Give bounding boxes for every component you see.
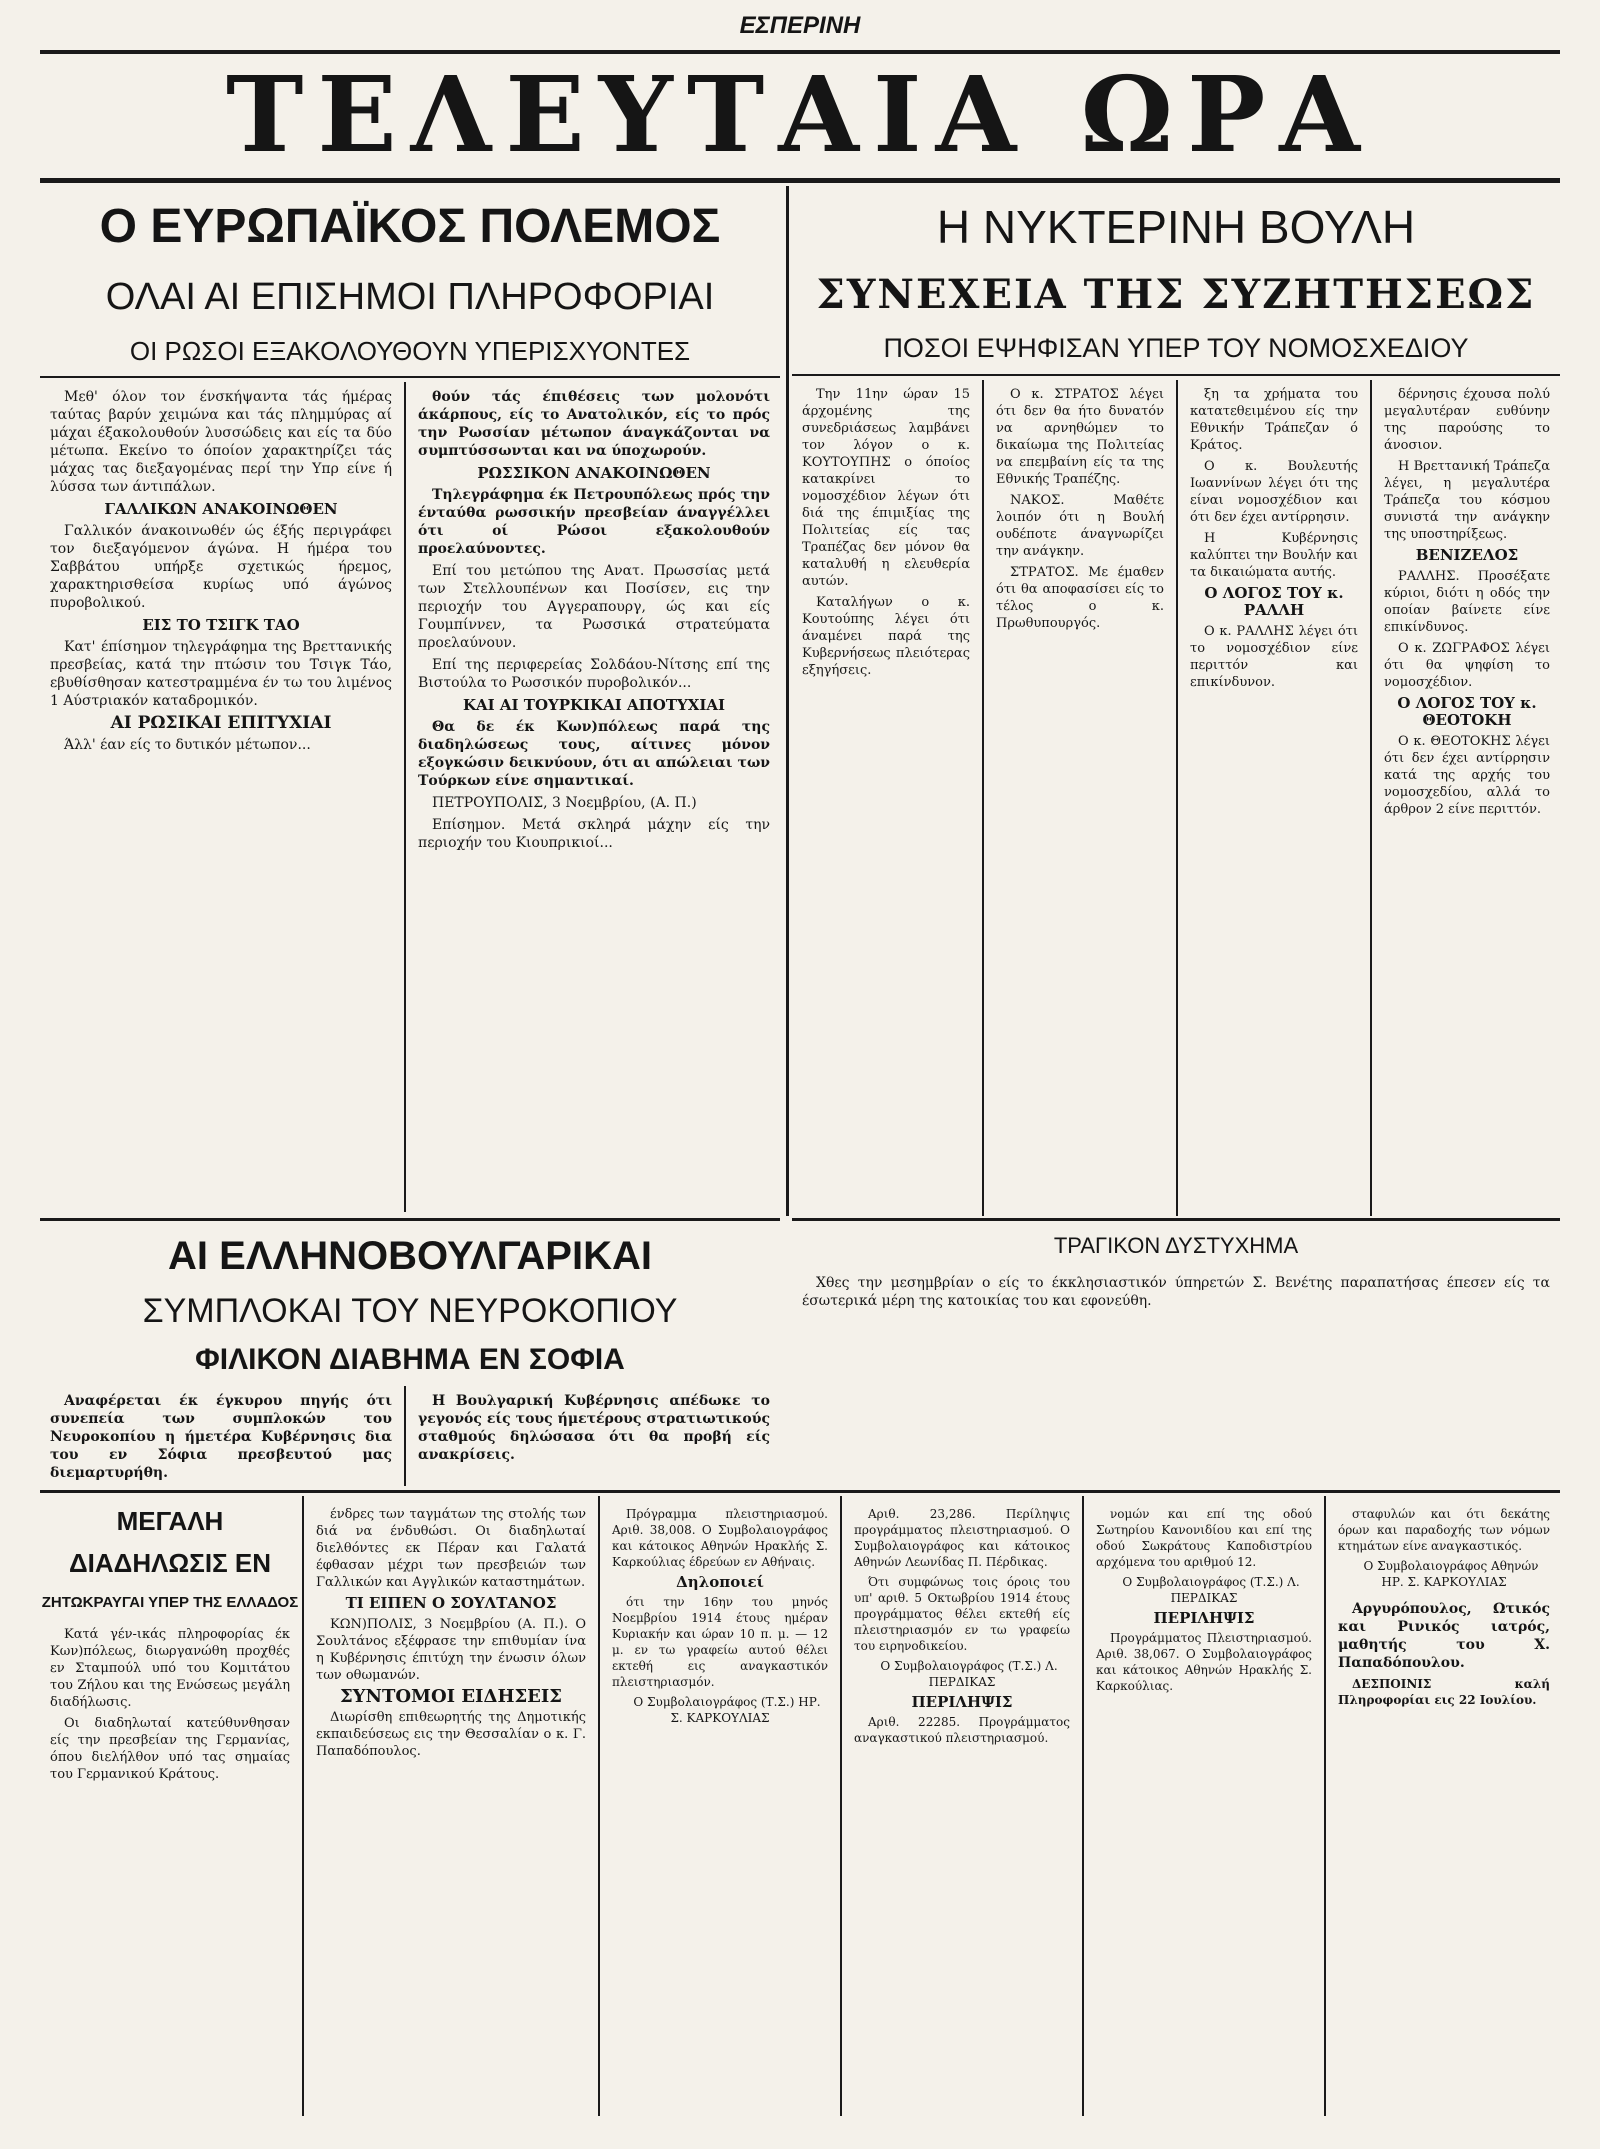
article-paragraph: ΝΑΚΟΣ. Μαθέτε λοιπόν ότι η Βουλή ουδέποτε άναγνωρίζει την ανάγκην. <box>996 493 1164 559</box>
tragic-rule <box>792 1218 1560 1221</box>
right-subhead2: ΠΟΣΟΙ ΕΨΗΦΙΣΑΝ ΥΠΕΡ ΤΟΥ ΝΟΜΟΣΧΕΔΙΟΥ <box>883 333 1469 363</box>
right-column-1 <box>792 380 980 1216</box>
article-paragraph: ότι την 16ην του μηνός Νοεμβρίου 1914 έτους ημέραν Κυριακήν και ώραν 10 π. μ. — 12 μ. εν τω γραφείω αυτού θέλει εκτεθή εις αναγκαστικόν πλειστηριασμόν. <box>612 1595 828 1689</box>
article-paragraph: σταφυλών και ότι δεκάτης όρων και παραδοχής των νόμων κτημάτων είνε αναγκαστικός. <box>1338 1507 1550 1553</box>
tragic-text <box>792 1268 1560 1378</box>
article-paragraph: Αναφέρεται έκ έγκυρου πηγής ότι συνεπεία των συμπλοκών του Νευροκοπίου η ήμετέρα Κυβέρνησις δια του εν Σόφια πρεσβευτού μας διεμαρτυρήθη. <box>50 1393 392 1481</box>
article-paragraph: θούν τάς έπιθέσεις των μολονότι άκάρπους, είς το Ανατολικόν, είς το πρός την Ρωσσίαν μέτωπον άναγκάζονται να συμπτύσσωνται και να ύποχωρούν. <box>418 389 770 459</box>
lower-column-3 <box>602 1500 838 2120</box>
article-paragraph: Η Κυβέρνησις καλύπτει την Βουλήν και τα δικαιώματα αυτής. <box>1190 531 1358 580</box>
article-paragraph: Τηλεγράφημα έκ Πετρουπόλεως πρός την ένταύθα ρωσσικήν πρεσβείαν άναγγέλλει ότι οί Ρώσοι εξακολουθούν προελαύνοντες. <box>418 487 770 557</box>
masthead-rule <box>40 50 1560 54</box>
left-subhead: ΟΛΑΙ ΑΙ ΕΠΙΣΗΜΟΙ ΠΛΗΡΟΦΟΡΙΑΙ <box>105 276 715 318</box>
signature: Ο Συμβολαιογράφος Αθηνών ΗΡ. Σ. ΚΑΡΚΟΥΛΙΑΣ <box>1363 1559 1539 1589</box>
article-paragraph: Ο κ. ΘΕΟΤΟΚΗΣ λέγει ότι δεν έχει αντίρρησιν κατά της αρχής του νομοσχεδίου, αλλά το άρθρον 2 είνε περιττόν. <box>1384 734 1550 817</box>
right-headline: Η ΝΥΚΤΕΡΙΝΗ ΒΟΥΛΗ <box>936 201 1416 253</box>
article-paragraph: Μεθ' όλον τον ένσκήψαντα τάς ήμέρας ταύτας βαρύν χειμώνα και τάς πλημμύρας αί μάχαι έξακολουθούν λυσσώδεις και είς τα δύο μέτωπα. Εκείνο το όποίον χαρακτηρίζει τάς μάχας τας διεξαγομένας περί την Υπρ είνε ή λύσσα των άντιπάλων. <box>50 389 392 495</box>
section-heading: Ο ΛΟΓΟΣ ΤΟΥ κ. ΡΑΛΛΗ <box>1204 584 1344 619</box>
section-heading: ΠΕΡΙΛΗΨΙΣ <box>911 1693 1013 1711</box>
article-paragraph: ΣΤΡΑΤΟΣ. Με έμαθεν ότι θα αποφασίσει είς το τέλος ο κ. Πρωθυπουργός. <box>996 565 1164 631</box>
lower-column-divider <box>1324 1496 1326 2116</box>
article-paragraph: Καταλήγων ο κ. Κουτούπης λέγει ότι άναμένει παρά της Κυβερνήσεως πλειότερας εξηγήσεις. <box>802 595 970 678</box>
section-heading: Ο ΛΟΓΟΣ ΤΟΥ κ. ΘΕΟΤΟΚΗ <box>1397 694 1537 729</box>
article-paragraph: Ότι συμφώνως τοις όροις του υπ' αριθ. 5 Οκτωβρίου 1914 έτους προγράμματος θέλει εκτεθή είς πλειστηριασμόν εν τω γραφείω του ειρηνοδικείου. <box>854 1575 1070 1653</box>
middle-column-1 <box>40 1386 402 1486</box>
article-paragraph: Θα δε έκ Κων)πόλεως παρά της διαδηλώσεως τους, αίτινες μόνον εξογκώσιν δεικνύουν, ότι αι απώλειαι των Τούρκων είνε σημαντικαί. <box>418 719 770 789</box>
signature: Ο Συμβολαιογράφος (Τ.Σ.) Λ. ΠΕΡΔΙΚΑΣ <box>1122 1575 1300 1605</box>
lower-column-divider <box>598 1496 600 2116</box>
article-paragraph: Χθες την μεσημβρίαν ο είς το έκκλησιαστικόν ύπηρετών Σ. Βενέτης παραπατήσας έπεσεν είς τα έσωτερικά μέρη της κατοικίας του και εφονεύθη. <box>802 1275 1550 1309</box>
article-paragraph: Άλλ' έαν είς το δυτικόν μέτωπον... <box>64 737 311 753</box>
article-paragraph: Την 11ην ώραν 15 άρχομένης της συνεδριάσεως λαμβάνει τον λόγον ο κ. ΚΟΥΤΟΥΠΗΣ ο όποίος κατακρίνει το νομοσχέδιον λέγων ότι διά της έπιμιξίας της Πολιτείας είς τας Τραπέζας δεν μόνον θα καταλυθή η ελευθερία αυτών. <box>802 387 970 589</box>
lower-column-divider <box>302 1496 304 2116</box>
lower-column-4 <box>844 1500 1080 2120</box>
middle-column-divider <box>404 1386 406 1486</box>
left-column-1 <box>40 382 402 1212</box>
article-paragraph: ξη τα χρήματα του κατατεθειμένου είς την Εθνικήν Τράπεζαν ό Κράτος. <box>1190 387 1358 453</box>
right-subhead: ΣΥΝΕΧΕΙΑ ΤΗΣ ΣΥΖΗΤΗΣΕΩΣ <box>816 271 1536 318</box>
signature: Ο Συμβολαιογράφος (Τ.Σ.) ΗΡ. Σ. ΚΑΡΚΟΥΛΙΑΣ <box>633 1695 821 1725</box>
middle-column-2 <box>408 1386 780 1486</box>
left-headline: Ο ΕΥΡΩΠΑΪΚΟΣ ΠΟΛΕΜΟΣ <box>99 200 721 253</box>
article-paragraph: Η Βρεττανική Τράπεζα λέγει, η μεγαλυτέρα Τράπεζα του κόσμου συνιστά την ανάγκην της υποστηρίξεως. <box>1384 459 1550 542</box>
article-paragraph: Κατά γέν-ικάς πληροφορίας έκ Κων)πόλεως, διωργανώθη προχθές εν Σταμπούλ υπό του Κομιτάτου του Ζήλου και της Ενώσεως μεγάλη διαδήλωσις. <box>50 1627 290 1710</box>
section-heading: ΚΑΙ ΑΙ ΤΟΥΡΚΙΚΑΙ ΑΠΟΤΥΧΙΑΙ <box>462 696 726 714</box>
right-column-4 <box>1374 380 1560 1216</box>
article-paragraph: Επί του μετώπου της Ανατ. Πρωσσίας μετά των Στελλουπένων και Ποσίσεν, εις την περιοχήν του Αγγεραπουργ, ώς και είς Γουμπίννεν, τα Ρωσσικά στρατεύματα προελαύνουν. <box>418 563 770 651</box>
right-head-rule <box>792 374 1560 376</box>
section-heading: Δηλοποιεί <box>676 1573 764 1591</box>
advertisement: ΔΕΣΠΟΙΝΙΣ καλή Πληροφορίαι εις 22 Ιουλίου. <box>1338 1677 1550 1707</box>
article-paragraph: δέρνησις έχουσα πολύ μεγαλυτέραν ευθύνην της παρούσης το άνοσιον. <box>1384 387 1550 453</box>
article-paragraph: ένδρες των ταγμάτων της στολής των διά να ένδυθώσι. Οι διαδηλωταί διελθόντες εκ Πέραν και Γαλατά έφθασαν μέχρι των πρεσβειών των Γαλλικών και Αγγλικών καταστημάτων. <box>316 1507 586 1590</box>
left-column-2 <box>408 382 780 1212</box>
article-paragraph: Επίσημον. Μετά σκληρά μάχην είς την περιοχήν του Κιουπρικιοί... <box>418 817 770 851</box>
banner-rule <box>40 178 1560 183</box>
section-heading: ΤΙ ΕΙΠΕΝ Ο ΣΟΥΛΤΑΝΟΣ <box>345 1594 557 1612</box>
section-heading: ΠΕΡΙΛΗΨΙΣ <box>1153 1609 1255 1627</box>
middle-rule <box>40 1218 780 1221</box>
middle-subhead2: ΦΙΛΙΚΟΝ ΔΙΑΒΗΜΑ ΕΝ ΣΟΦΙΑ <box>195 1343 625 1376</box>
article-paragraph: Γαλλικόν άνακοινωθέν ώς έξής περιγράφει τον διεξαγόμενον άγώνα. Η ήμέρα του Σαββάτου υπήρξε σχετικώς ήρεμος, χαρακτηρισθείσα κυρίως υπό άγώνος πυροβολικού. <box>50 523 392 611</box>
article-paragraph: Οι διαδηλωταί κατεύθυνθησαν είς την πρεσβείαν της Γερμανίας, όπου διελήλθον υπό τας σημαίας του Γερμανικού Κράτους. <box>50 1716 290 1782</box>
article-paragraph: νομών και επί της οδού Σωτηρίου Κανονιδίου και επί της οδού Σωκράτους Καποδιστρίου αρχόμενα του αριθμού 12. <box>1096 1507 1312 1569</box>
lower-subhead: ΖΗΤΩΚΡΑΥΓΑΙ ΥΠΕΡ ΤΗΣ ΕΛΛΑΔΟΣ <box>41 1594 299 1611</box>
article-paragraph: Διωρίσθη επιθεωρητής της Δημοτικής εκπαιδεύσεως εις την Θεσσαλίαν ο κ. Γ. Παπαδόπουλος. <box>316 1710 586 1759</box>
signature: Ο Συμβολαιογράφος (Τ.Σ.) Λ. ΠΕΡΔΙΚΑΣ <box>880 1659 1058 1689</box>
article-paragraph: Αριθ. 22285. Προγράμματος αναγκαστικού πλειστηριασμού. <box>854 1715 1070 1745</box>
dateline: ΠΕΤΡΟΥΠΟΛΙΣ, 3 Νοεμβρίου, (Α. Π.) <box>432 795 697 811</box>
article-paragraph: Ο κ. ΣΤΡΑΤΟΣ λέγει ότι δεν θα ήτο δυνατόν να αρνηθώμεν το δικαίωμα της Πολιτείας να επεμβαίνη είς τα της Εθνικής Τραπέζης. <box>996 387 1164 487</box>
lower-column-divider <box>1082 1496 1084 2116</box>
main-divider <box>786 186 789 1216</box>
article-paragraph: Κατ' έπίσημον τηλεγράφημα της Βρεττανικής πρεσβείας, κατά την πτώσιν του Τσιγκ Τάο, εβυθίσθησαν κατεστραμμένα έν τω του λιμένος 1 Αύστριακόν καταδρομικόν. <box>50 639 392 709</box>
article-paragraph: Προγράμματος Πλειστηριασμού. Αριθ. 38,067. Ο Συμβολαιογράφος και κάτοικος Αθηνών Ηρακλής Σ. Καρκούλιας. <box>1096 1631 1312 1693</box>
section-heading: ΓΑΛΛΙΚΩΝ ΑΝΑΚΟΙΝΩΘΕΝ <box>104 500 338 518</box>
middle-subhead: ΣΥΜΠΛΟΚΑΙ ΤΟΥ ΝΕΥΡΟΚΟΠΙΟΥ <box>142 1292 678 1330</box>
right-column-3 <box>1180 380 1368 1216</box>
article-paragraph: Ο κ. ΖΩΓΡΑΦΟΣ λέγει ότι θα ψηφίση το νομοσχέδιον. <box>1384 641 1550 690</box>
section-heading: ΕΙΣ ΤΟ ΤΣΙΓΚ ΤΑΟ <box>142 616 300 634</box>
tragic-headline: ΤΡΑΓΙΚΟΝ ΔΥΣΤΥΧΗΜΑ <box>1053 1233 1299 1258</box>
article-paragraph: Επί της περιφερείας Σολδάου-Νίτσης επί της Βιστούλα το Ρωσσικόν πυροβολικόν... <box>418 657 770 691</box>
right-column-divider <box>982 380 984 1216</box>
right-column-divider <box>1370 380 1372 1216</box>
section-heading: ΒΕΝΙΖΕΛΟΣ <box>1415 546 1519 564</box>
lower-column-divider <box>840 1496 842 2116</box>
lower-headline: ΜΕΓΑΛΗ ΔΙΑΔΗΛΩΣΙΣ ΕΝ <box>68 1506 272 1578</box>
masthead: ΕΣΠΕΡΙΝΗ <box>739 12 861 39</box>
lower-column-6 <box>1328 1500 1560 2120</box>
article-paragraph: ΡΑΛΛΗΣ. Προσέξατε κύριοι, διότι η οδός την οποίαν βαίνετε είνε επικίνδυνος. <box>1384 569 1550 635</box>
article-paragraph: Η Βουλγαρική Κυβέρνησις απέδωκε το γεγονός είς τους ήμετέρους στρατιωτικούς σταθμούς δηλώσασα ότι θα προβή είς ανακρίσεις. <box>418 1393 770 1463</box>
lower-column-2 <box>306 1500 596 2120</box>
article-paragraph: Ο κ. ΡΑΛΛΗΣ λέγει ότι το νομοσχέδιον είνε περιττόν και επικίνδυνον. <box>1190 624 1358 690</box>
left-column-divider <box>404 382 406 1212</box>
left-subhead2: ΟΙ ΡΩΣΟΙ ΕΞΑΚΟΛΟΥΘΟΥΝ ΥΠΕΡΙΣΧΥΟΝΤΕΣ <box>129 336 691 366</box>
lower-rule <box>40 1490 1560 1493</box>
article-paragraph: Πρόγραμμα πλειστηριασμού. Αριθ. 38,008. Ο Συμβολαιογράφος και κάτοικος Αθηνών Ηρακλής Σ. Καρκούλιας έδρεύων εν Αθήναις. <box>612 1507 828 1569</box>
right-column-2 <box>986 380 1174 1216</box>
advertisement: Αργυρόπουλος, Ωτικός και Ρινικός ιατρός, μαθητής του Χ. Παπαδόπουλου. <box>1338 1601 1550 1671</box>
section-heading: ΑΙ ΡΩΣΙΚΑΙ ΕΠΙΤΥΧΙΑΙ <box>110 713 332 733</box>
left-head-rule <box>40 376 780 378</box>
middle-headline: ΑΙ ΕΛΛΗΝΟΒΟΥΛΓΑΡΙΚΑΙ <box>168 1234 652 1278</box>
section-heading: ΣΥΝΤΟΜΟΙ ΕΙΔΗΣΕΙΣ <box>339 1686 563 1707</box>
right-column-divider <box>1176 380 1178 1216</box>
lower-column-1 <box>40 1620 300 2120</box>
section-heading: ΡΩΣΣΙΚΟΝ ΑΝΑΚΟΙΝΩΘΕΝ <box>477 464 711 482</box>
article-paragraph: Αριθ. 23,286. Περίληψις προγράμματος πλειστηριασμού. Ο Συμβολαιογράφος και κάτοικος Αθηνών Λεωνίδας Π. Πέρδικας. <box>854 1507 1070 1569</box>
banner-title: ΤΕΛΕΥΤΑΙΑ ΩΡΑ <box>226 56 1374 174</box>
lower-column-5 <box>1086 1500 1322 2120</box>
article-paragraph: ΚΩΝ)ΠΟΛΙΣ, 3 Νοεμβρίου (Α. Π.). Ο Σουλτάνος εξέφρασε την επιθυμίαν ίνα η Κυβέρνησις έπιτύχη την ένωσιν όλων των οθωμανών. <box>316 1617 586 1683</box>
article-paragraph: Ο κ. Βουλευτής Ιωαννίνων λέγει ότι της είναι νομοσχέδιον και ότι δεν έχει αντίρρησιν. <box>1190 459 1358 525</box>
